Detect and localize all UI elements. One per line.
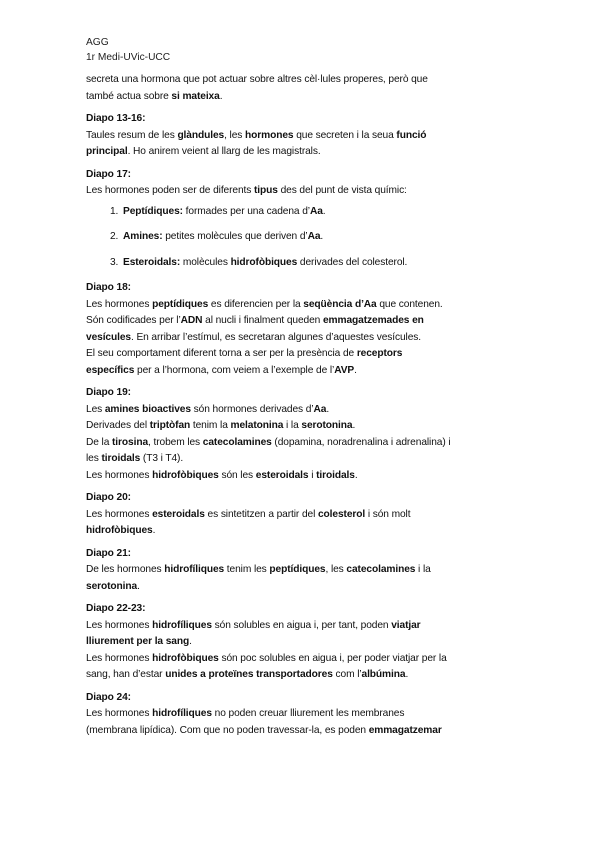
section-diapo-18 bbox=[86, 280, 526, 379]
text-run: Les hormones poden ser de diferents bbox=[86, 185, 254, 196]
section-heading: Diapo 19: bbox=[86, 387, 131, 398]
text-run: . En arribar l’estímul, es secretaran algunes d’aquestes vesícules. bbox=[130, 331, 422, 343]
text-run: Les hormones bbox=[86, 619, 153, 631]
bold-term: tipus bbox=[254, 185, 278, 196]
bold-term: Aa bbox=[307, 231, 321, 242]
text-line bbox=[86, 144, 526, 161]
text-run: Les hormones bbox=[86, 508, 153, 520]
bold-term: principal bbox=[86, 146, 128, 157]
text-run: Són codificades per l’ bbox=[86, 315, 181, 326]
text-line bbox=[86, 706, 526, 723]
header-author: AGG bbox=[86, 37, 109, 48]
text-line bbox=[86, 435, 526, 452]
text-line: secreta una hormona que pot actuar sobre altres cèl·lules properes, però que bbox=[86, 74, 428, 85]
list-item bbox=[121, 204, 526, 221]
text-line bbox=[86, 562, 526, 579]
bold-term: si mateixa bbox=[171, 90, 220, 102]
text-run: . bbox=[152, 525, 156, 536]
text-run: com l’ bbox=[332, 669, 362, 680]
text-run: petites molècules que deriven d’ bbox=[162, 231, 308, 242]
text-line bbox=[86, 507, 526, 524]
text-run: . bbox=[219, 90, 223, 102]
bold-term: colesterol bbox=[317, 508, 366, 520]
section-diapo-13-16 bbox=[86, 111, 526, 161]
bold-term: Aa bbox=[309, 205, 323, 217]
text-line bbox=[86, 346, 526, 363]
bold-term: emmagatzemades en bbox=[322, 315, 424, 326]
bold-term: serotonina bbox=[86, 580, 138, 592]
text-run: es diferencien per la bbox=[208, 298, 304, 310]
section-heading: Diapo 24: bbox=[86, 691, 131, 703]
text-run: . bbox=[322, 205, 326, 217]
text-run: . bbox=[352, 420, 356, 431]
bold-term: lliurement per la sang bbox=[86, 636, 190, 647]
bold-term: receptors bbox=[356, 348, 403, 359]
section-diapo-17 bbox=[86, 167, 526, 272]
section-heading: Diapo 22-23: bbox=[86, 603, 146, 614]
text-line bbox=[86, 183, 526, 200]
bold-term: hidrofòbiques bbox=[152, 469, 219, 481]
text-run: es sintetitzen a partir del bbox=[204, 508, 318, 520]
text-line bbox=[86, 402, 526, 419]
text-run: tenim la bbox=[190, 420, 231, 431]
text-run: . bbox=[354, 364, 357, 376]
bold-term: tirosina bbox=[112, 436, 149, 448]
text-line bbox=[86, 634, 526, 651]
text-line bbox=[86, 723, 526, 740]
bold-term: funció bbox=[396, 129, 427, 141]
text-run: , les bbox=[224, 129, 246, 141]
text-run: . bbox=[320, 231, 324, 242]
bold-term: peptídiques bbox=[152, 298, 209, 310]
text-line bbox=[86, 297, 526, 314]
bold-term: peptídiques bbox=[269, 564, 326, 575]
text-run: no poden creuar lliurement les membranes bbox=[211, 708, 405, 719]
text-run: són les bbox=[218, 469, 256, 481]
text-line bbox=[86, 363, 526, 380]
section-heading: Diapo 13-16: bbox=[86, 113, 146, 124]
bold-term: emmagatzemar bbox=[368, 724, 442, 736]
bold-term: unides a proteïnes transportadores bbox=[165, 669, 333, 680]
bold-term: triptòfan bbox=[149, 420, 191, 431]
text-line bbox=[86, 523, 526, 540]
bold-term: serotonina bbox=[301, 420, 353, 431]
list-item bbox=[121, 255, 526, 272]
text-run: molècules bbox=[180, 256, 231, 268]
text-run: Taules resum de les bbox=[86, 129, 178, 141]
text-line bbox=[86, 667, 526, 684]
bold-term: ADN bbox=[180, 315, 203, 326]
text-run: sang, han d’estar bbox=[86, 669, 166, 680]
bold-term: hidrofòbiques bbox=[86, 525, 153, 536]
text-run: que secreten i la seua bbox=[293, 129, 397, 141]
text-run: són poc solubles en aigua i, per poder viatjar per la bbox=[218, 652, 447, 664]
text-run: . bbox=[354, 469, 358, 481]
section-heading: Diapo 17: bbox=[86, 168, 131, 180]
text-run: De les hormones bbox=[86, 564, 165, 575]
text-run: i la bbox=[415, 564, 431, 575]
bold-term: catecolamines bbox=[346, 564, 416, 575]
bold-term: AVP bbox=[334, 364, 355, 376]
text-run: Derivades del bbox=[86, 420, 150, 431]
bold-term: tiroidals bbox=[316, 469, 355, 481]
bold-term: hidrofòbiques bbox=[152, 652, 219, 664]
text-run: i bbox=[308, 469, 317, 481]
bold-term: Amines: bbox=[123, 231, 163, 242]
text-run: Les hormones bbox=[86, 652, 153, 664]
text-run: per a l’hormona, com veiem a l’exemple de l’ bbox=[134, 364, 335, 376]
text-line bbox=[86, 579, 526, 596]
text-run: (dopamina, noradrenalina i adrenalina) i bbox=[271, 436, 451, 448]
text-run: (T3 i T4). bbox=[140, 453, 184, 464]
section-diapo-21 bbox=[86, 546, 526, 596]
text-run: i són molt bbox=[365, 508, 411, 520]
bold-term: glàndules bbox=[177, 129, 225, 141]
intro-paragraph bbox=[86, 72, 526, 105]
bold-term: hormones bbox=[245, 129, 294, 141]
bold-term: Peptídiques: bbox=[123, 205, 183, 217]
text-run: . Ho anirem veient al llarg de les magistrals. bbox=[127, 146, 321, 157]
text-run: . bbox=[405, 669, 409, 680]
text-run: . bbox=[189, 636, 192, 647]
text-run: també actua sobre bbox=[86, 90, 172, 102]
text-line bbox=[86, 313, 526, 330]
bold-term: catecolamines bbox=[202, 436, 272, 448]
bold-term: seqüència d’Aa bbox=[303, 298, 377, 310]
bold-term: albúmina bbox=[361, 669, 406, 680]
header-course: 1r Medi-UVic-UCC bbox=[86, 51, 171, 63]
text-run: que contenen. bbox=[376, 298, 443, 310]
text-run: tenim les bbox=[224, 564, 270, 575]
text-run: (membrana lipídica). Com que no poden travessar-la, es poden bbox=[86, 724, 369, 736]
text-run: . bbox=[326, 403, 330, 415]
text-line bbox=[86, 89, 526, 106]
hormone-types-list bbox=[86, 204, 526, 272]
section-heading: Diapo 21: bbox=[86, 547, 131, 559]
text-run: Les bbox=[86, 403, 105, 415]
bold-term: tiroidals bbox=[101, 453, 141, 464]
text-run: . bbox=[137, 580, 140, 592]
text-run: i la bbox=[283, 420, 302, 431]
section-diapo-24 bbox=[86, 690, 526, 740]
list-item bbox=[121, 229, 526, 246]
bold-term: amines bioactives bbox=[104, 403, 191, 415]
bold-term: específics bbox=[86, 364, 135, 376]
bold-term: hidrofíliques bbox=[152, 619, 212, 631]
section-heading: Diapo 20: bbox=[86, 492, 131, 503]
text-run: De la bbox=[86, 436, 113, 448]
section-diapo-20 bbox=[86, 490, 526, 540]
text-run: Les hormones bbox=[86, 469, 153, 481]
text-line bbox=[86, 468, 526, 485]
text-line bbox=[86, 618, 526, 635]
text-run: formades per una cadena d’ bbox=[182, 205, 310, 217]
section-diapo-22-23 bbox=[86, 601, 526, 684]
text-line bbox=[86, 330, 526, 347]
document-body bbox=[86, 72, 526, 739]
bold-term: hidrofíliques bbox=[152, 708, 212, 719]
section-heading: Diapo 18: bbox=[86, 282, 131, 293]
bold-term: vesícules bbox=[86, 331, 131, 343]
text-run: són solubles en aigua i, per tant, poden bbox=[211, 619, 392, 631]
bold-term: Aa bbox=[313, 403, 327, 415]
bold-term: Esteroidals: bbox=[123, 256, 181, 268]
section-diapo-19 bbox=[86, 385, 526, 484]
text-line bbox=[86, 418, 526, 435]
page-header bbox=[86, 36, 170, 65]
bold-term: melatonina bbox=[230, 420, 284, 431]
text-run: són hormones derivades d’ bbox=[190, 403, 314, 415]
text-run: El seu comportament diferent torna a ser per la presència de bbox=[86, 348, 357, 359]
text-line bbox=[86, 128, 526, 145]
text-line bbox=[86, 451, 526, 468]
bold-term: hidrofòbiques bbox=[230, 256, 298, 268]
bold-term: hidrofíliques bbox=[164, 564, 225, 575]
text-run: , les bbox=[325, 564, 347, 575]
bold-term: viatjar bbox=[391, 619, 421, 631]
text-run: Les hormones bbox=[86, 708, 153, 719]
text-run: al nucli i finalment queden bbox=[202, 315, 323, 326]
bold-term: esteroidals bbox=[152, 508, 205, 520]
text-run: des del punt de vista químic: bbox=[277, 185, 407, 196]
text-line bbox=[86, 651, 526, 668]
text-run: , trobem les bbox=[148, 436, 203, 448]
text-run: les bbox=[86, 453, 102, 464]
bold-term: esteroidals bbox=[255, 469, 309, 481]
text-run: Les hormones bbox=[86, 298, 153, 310]
text-run: derivades del colesterol. bbox=[297, 256, 408, 268]
